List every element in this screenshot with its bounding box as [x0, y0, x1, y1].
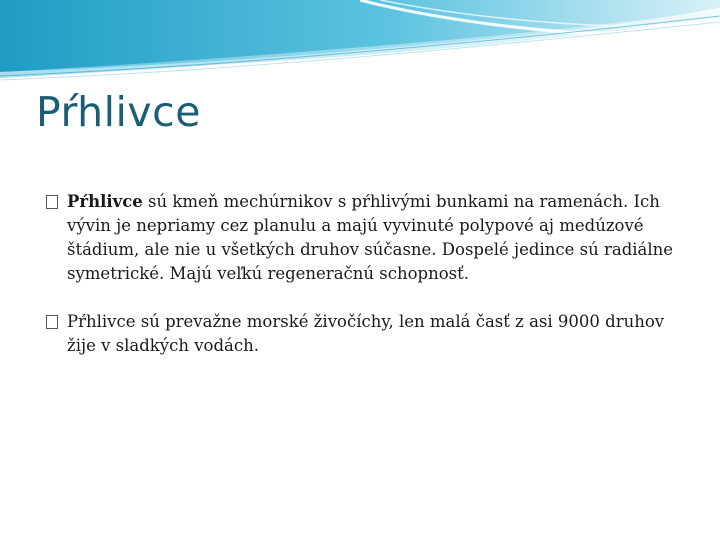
bullet-text: Pŕhlivce sú prevažne morské živočíchy, len malá časť z asi 9000 druhov žije v sladkých vodách.	[67, 312, 665, 355]
bullet-text: sú kmeň mechúrnikov s pŕhlivými bunkami na ramenách. Ich vývin je nepriamy cez planulu a majú vyvinuté polypové aj medúzové štádium, ale nie u všetkých druhov súčasne. Dospelé jedince sú radiálne symetrické. Majú veľkú regeneračnú schopnosť.	[67, 192, 674, 283]
header-wave-decoration	[0, 0, 720, 90]
slide-content	[46, 190, 676, 382]
bullet-item	[46, 310, 676, 358]
slide-title: Pŕhlivce	[36, 88, 201, 136]
bullet-box-icon	[46, 315, 58, 329]
bullet-box-icon	[46, 195, 58, 209]
bullet-item	[46, 190, 676, 286]
bullet-bold-lead: Pŕhlivce	[67, 192, 143, 211]
